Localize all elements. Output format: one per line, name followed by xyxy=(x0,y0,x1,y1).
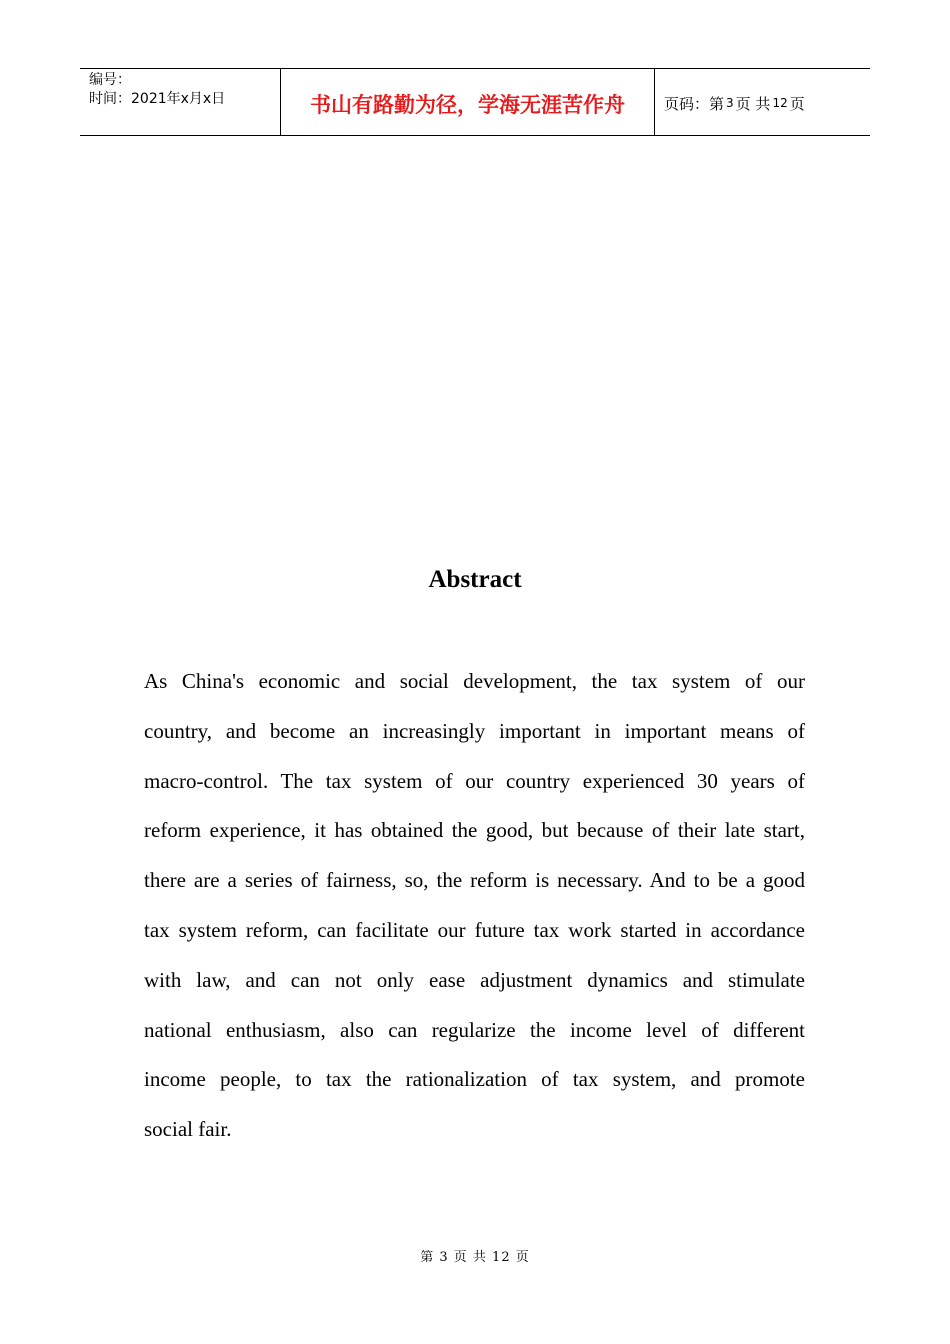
page-prefix: 页码：第 xyxy=(664,94,725,113)
time-label: 时间：2021年x月x日 xyxy=(89,91,226,107)
page-current: 3 xyxy=(726,96,734,110)
body-line: with law, and can not only ease adjustment dynamics and stimulate xyxy=(144,967,805,992)
page-header xyxy=(80,68,870,136)
abstract-title: Abstract xyxy=(428,566,522,593)
body-line: As China's economic and social development, the tax system of our xyxy=(144,669,805,693)
body-line: there are a series of fairness, so, the reform is necessary. And to be a good xyxy=(144,868,805,893)
body-line: reform experience, it has obtained the good, but because of their late start, xyxy=(144,818,805,843)
body-line: social fair. xyxy=(144,1117,232,1142)
header-meta xyxy=(80,69,281,135)
page-total: 12 xyxy=(772,96,788,110)
body-line: tax system reform, can facilitate our future tax work started in accordance xyxy=(144,917,805,942)
header-motto: 书山有路勤为径，学海无涯苦作舟 xyxy=(281,69,655,135)
abstract-body xyxy=(144,657,805,1155)
body-line: national enthusiasm, also can regularize the income level of different xyxy=(144,1017,805,1042)
body-line: income people, to tax the rationalization of tax system, and promote xyxy=(144,1067,805,1092)
page-suffix: 页 xyxy=(789,94,805,113)
body-line: macro-control. The tax system of our country experienced 30 years of xyxy=(144,768,805,793)
page-mid: 页 共 xyxy=(735,94,771,113)
header-page-info xyxy=(655,69,870,135)
number-label: 编号： xyxy=(89,72,131,88)
body-line: country, and become an increasingly important in important means of xyxy=(144,718,805,743)
page-footer: 第 3 页 共 12 页 xyxy=(420,1250,530,1265)
